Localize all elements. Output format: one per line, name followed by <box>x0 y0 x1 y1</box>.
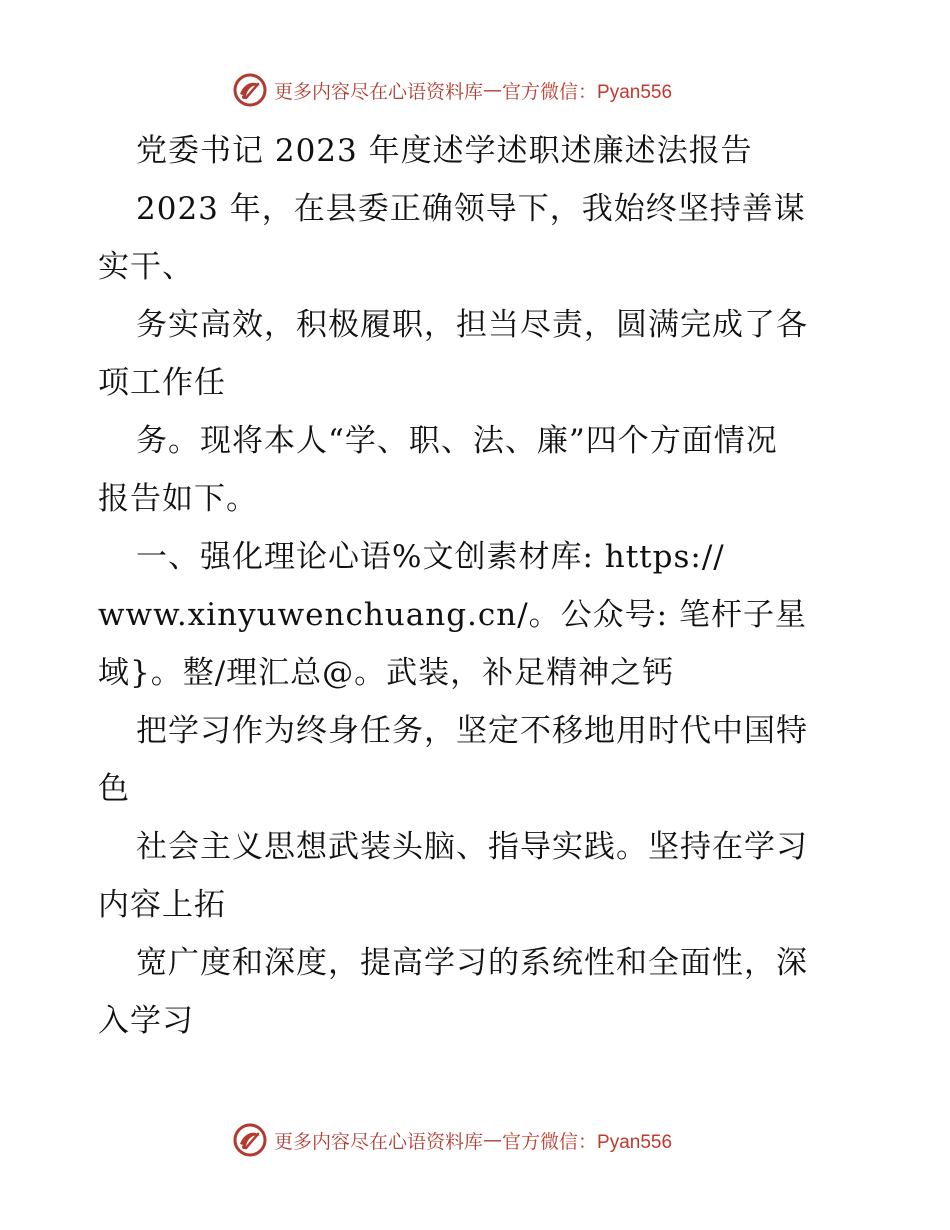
banner-dash: — <box>483 1129 503 1151</box>
paragraph-line: 入学习 <box>98 1003 194 1039</box>
red-swirl-logo-icon <box>232 1122 268 1158</box>
red-swirl-logo-icon <box>232 72 268 108</box>
document-body <box>98 122 898 1050</box>
footer-banner <box>232 1120 672 1160</box>
paragraph-line: 社会主义思想武装头脑、指导实践。坚持在学习 <box>136 829 808 865</box>
document-title: 党委书记 2023 年度述学述职述廉述法报告 <box>136 133 753 169</box>
paragraph-line: 项工作任 <box>98 365 226 401</box>
paragraph-line: 内容上拓 <box>98 887 226 923</box>
banner-wechat-text: 官方微信：Pyan556 <box>502 81 673 103</box>
paragraph-line: 实干、 <box>98 249 194 285</box>
banner-main-text: 更多内容尽在心语资料库 <box>274 1130 484 1153</box>
paragraph-line: 2023 年，在县委正确领导下，我始终坚持善谋 <box>136 191 806 227</box>
section-heading-line: 域}。整/理汇总@。武装，补足精神之钙 <box>98 655 675 691</box>
paragraph-line: 务实高效，积极履职，担当尽责，圆满完成了各 <box>136 307 808 343</box>
banner-dash: — <box>483 79 503 101</box>
paragraph-line: 报告如下。 <box>98 481 258 517</box>
header-banner <box>232 70 672 110</box>
paragraph-line: 宽广度和深度，提高学习的系统性和全面性，深 <box>136 945 808 981</box>
paragraph-line: 色 <box>98 771 130 807</box>
section-heading-line: www.xinyuwenchuang.cn/。公众号: 笔杆子星 <box>98 597 807 633</box>
paragraph-line: 把学习作为终身任务，坚定不移地用时代中国特 <box>136 713 808 749</box>
paragraph-line: 务。现将本人“学、职、法、廉”四个方面情况 <box>136 423 778 459</box>
section-heading-line: 一、强化理论心语%文创素材库: https:// <box>136 539 725 575</box>
banner-main-text: 更多内容尽在心语资料库 <box>274 80 484 103</box>
banner-wechat-text: 官方微信：Pyan556 <box>502 1131 673 1153</box>
